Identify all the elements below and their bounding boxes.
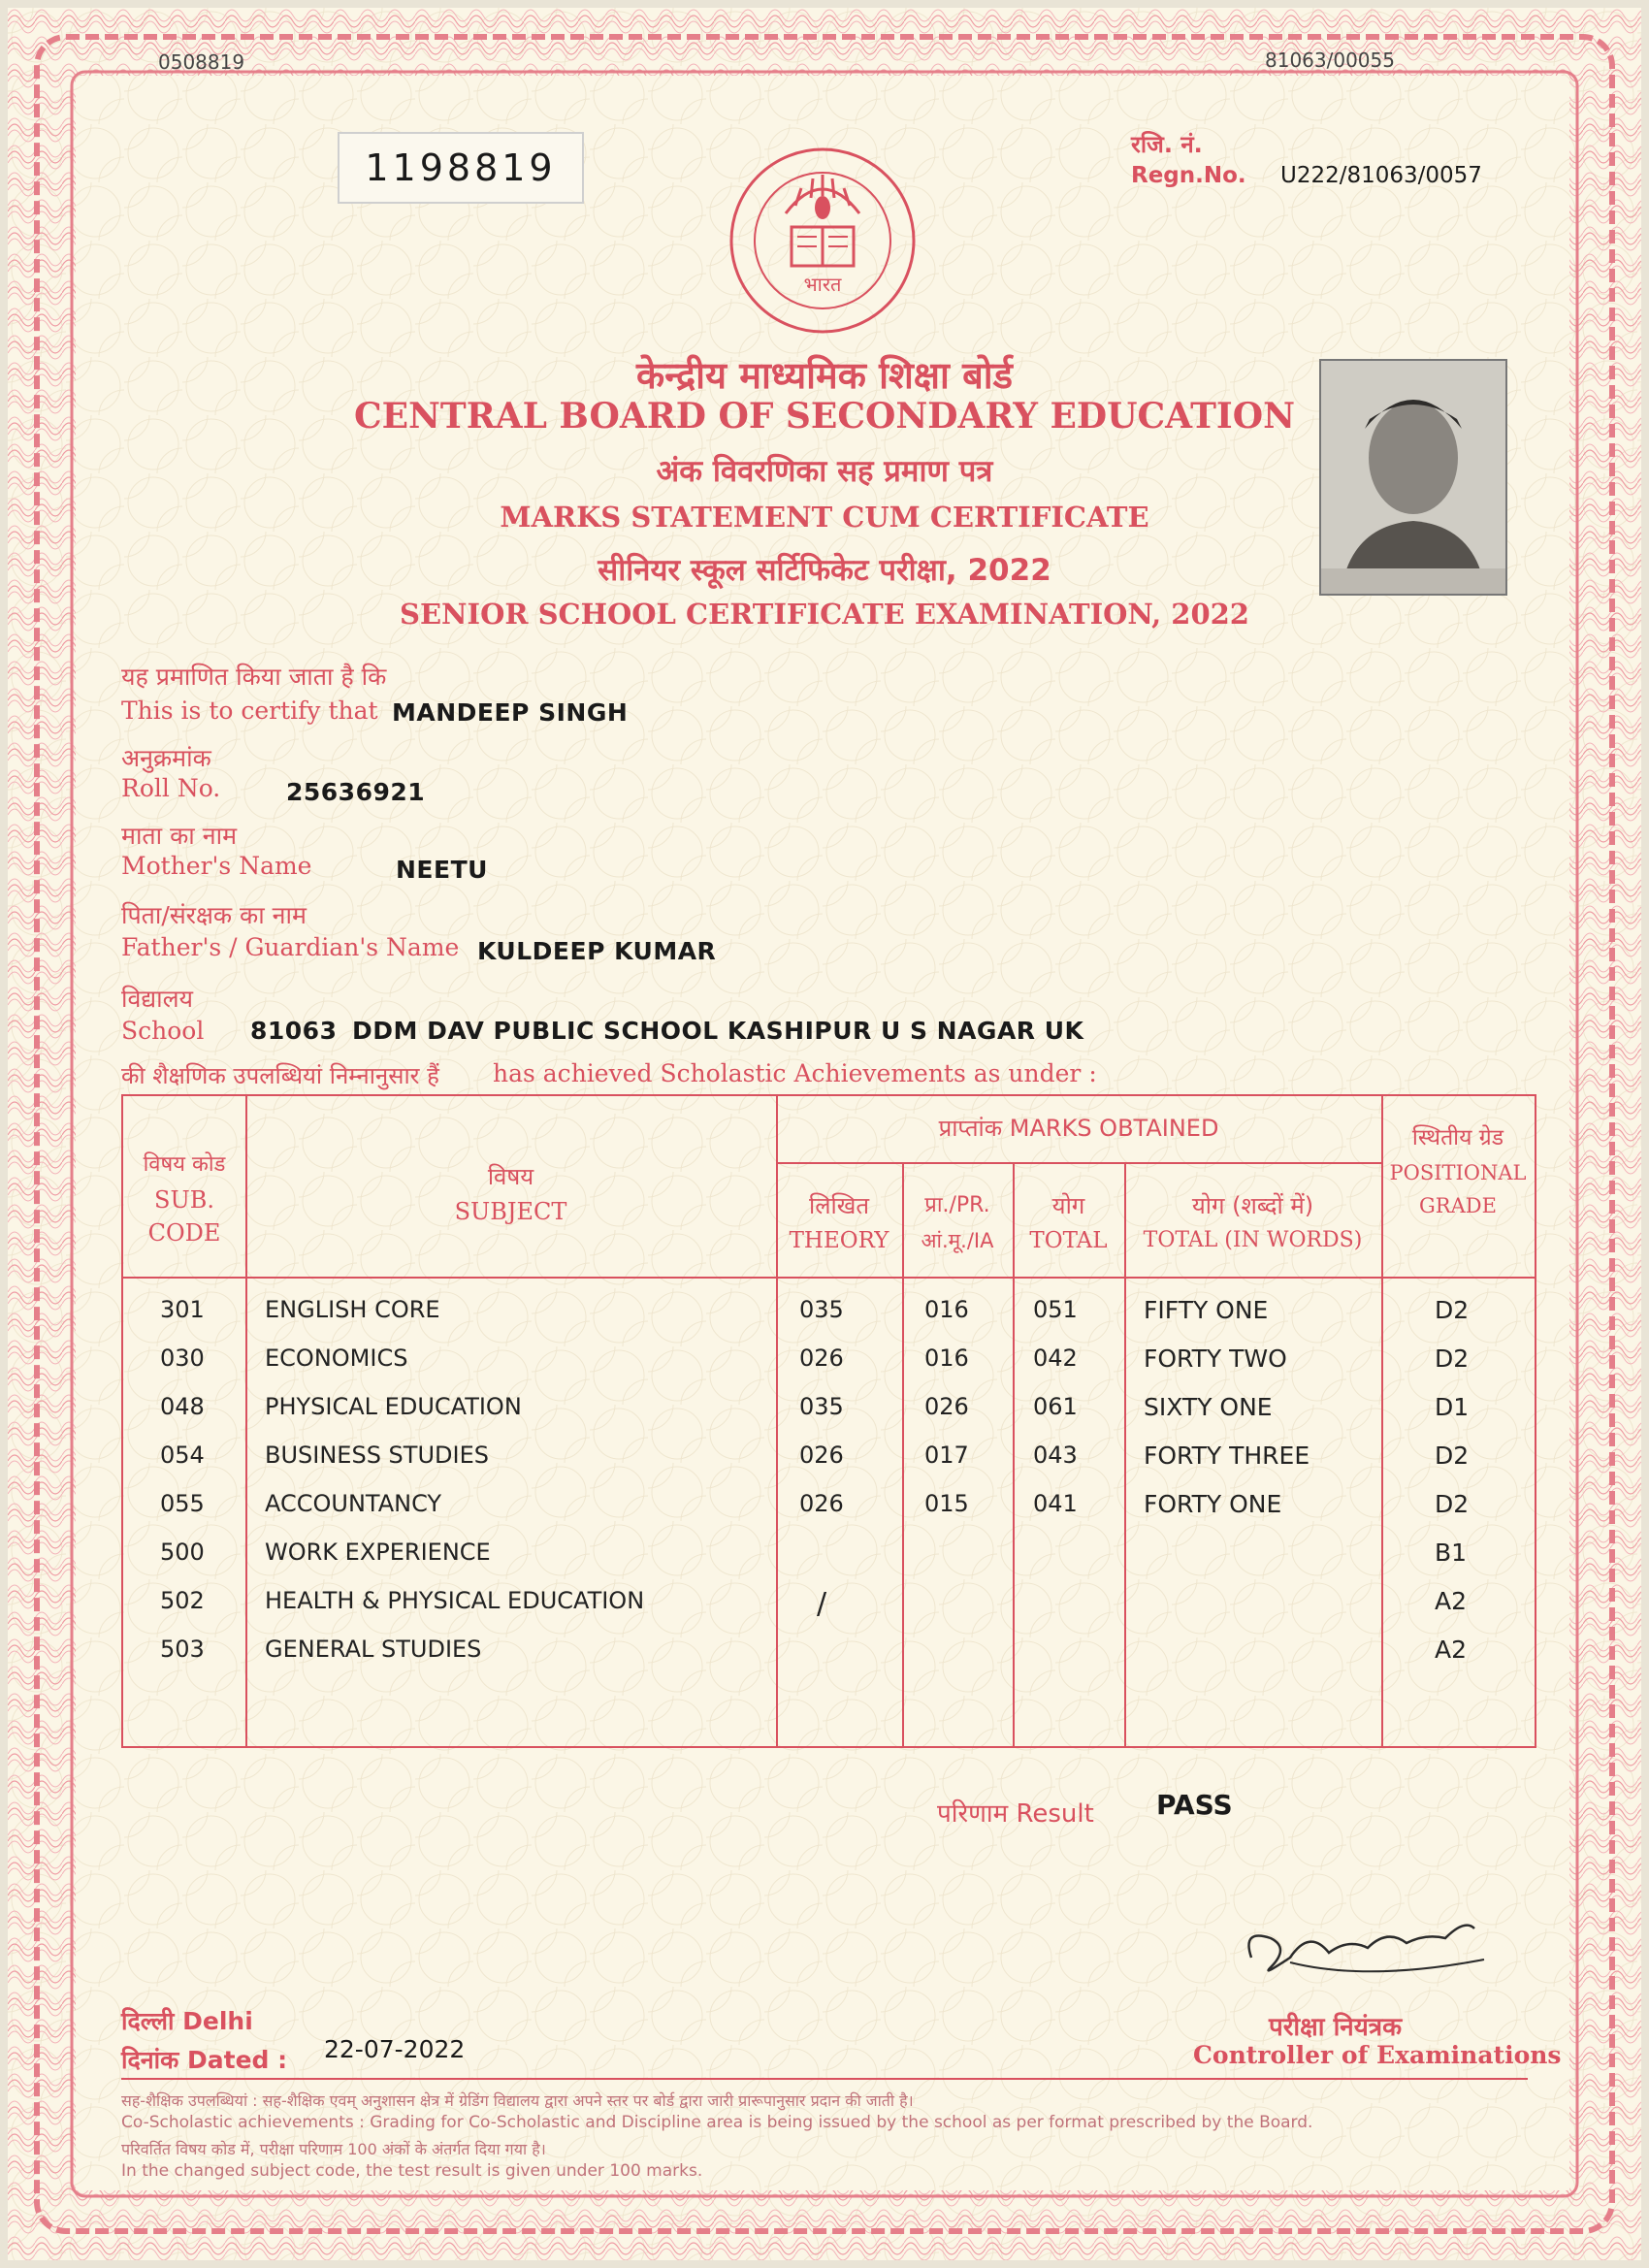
row-total: 042 bbox=[1033, 1345, 1078, 1372]
row-practical: 017 bbox=[924, 1442, 969, 1469]
mother-label-hi: माता का नाम bbox=[121, 822, 238, 850]
serial-left: 0508819 bbox=[158, 50, 245, 74]
row-subject: ENGLISH CORE bbox=[265, 1296, 440, 1323]
exam-title-hi: सीनियर स्कूल सर्टिफिकेट परीक्षा, 2022 bbox=[598, 553, 1051, 588]
row-total: 041 bbox=[1033, 1490, 1078, 1517]
result-label: परिणाम Result bbox=[937, 1799, 1094, 1829]
row-code: 055 bbox=[160, 1490, 205, 1517]
father-label: Father's / Guardian's Name bbox=[121, 933, 460, 961]
regn-number: U222/81063/0057 bbox=[1280, 163, 1482, 188]
board-seal-icon bbox=[728, 146, 918, 336]
row-total: 061 bbox=[1033, 1393, 1078, 1420]
row-code: 054 bbox=[160, 1442, 205, 1469]
total-words-header-hi: योग (शब्दों में) bbox=[1191, 1192, 1314, 1219]
seal-text: भारत bbox=[803, 273, 842, 296]
marks-obtained-header: प्राप्तांक MARKS OBTAINED bbox=[938, 1115, 1219, 1142]
subject-header: SUBJECT bbox=[454, 1198, 567, 1225]
row-grade: D2 bbox=[1435, 1345, 1470, 1373]
footer-divider bbox=[121, 2078, 1528, 2080]
student-name: MANDEEP SINGH bbox=[392, 698, 629, 727]
row-total: 043 bbox=[1033, 1442, 1078, 1469]
father-name: KULDEEP KUMAR bbox=[477, 937, 717, 965]
row-subject: BUSINESS STUDIES bbox=[265, 1442, 489, 1469]
total-header-hi: योग bbox=[1051, 1192, 1085, 1219]
table-row bbox=[123, 1393, 1535, 1432]
row-code: 030 bbox=[160, 1345, 205, 1372]
code-header-hi: विषय कोड bbox=[143, 1152, 226, 1177]
school-name: DDM DAV PUBLIC SCHOOL KASHIPUR U S NAGAR UK bbox=[352, 1017, 1084, 1045]
footnote-changed-code-hi: परिवर्तित विषय कोड में, परीक्षा परिणाम 100 अंकों के अंतर्गत दिया गया है। bbox=[121, 2140, 546, 2158]
subject-header-hi: विषय bbox=[487, 1163, 534, 1190]
table-row bbox=[123, 1442, 1535, 1480]
table-row bbox=[123, 1490, 1535, 1529]
controller-signature bbox=[1232, 1899, 1504, 1987]
regn-label: Regn.No. bbox=[1131, 163, 1246, 188]
student-photo bbox=[1319, 359, 1507, 596]
row-total-words: FIFTY ONE bbox=[1144, 1296, 1269, 1324]
row-practical: 016 bbox=[924, 1296, 969, 1323]
row-practical: 026 bbox=[924, 1393, 969, 1420]
exam-title: SENIOR SCHOOL CERTIFICATE EXAMINATION, 2022 bbox=[400, 598, 1249, 631]
row-subject: ECONOMICS bbox=[265, 1345, 408, 1372]
table-row bbox=[123, 1539, 1535, 1577]
footnote-co-scholastic-hi: सह-शैक्षिक उपलब्धियां : सह-शैक्षिक एवम् अनुशासन क्षेत्र में ग्रेडिंग विद्यालय द्वारा अपने स्तर पर बोर्ड द्वारा जारी प्रारूपानुसार प्रदान की जाती है। bbox=[121, 2091, 914, 2110]
row-theory: / bbox=[817, 1587, 827, 1621]
row-code: 301 bbox=[160, 1296, 205, 1323]
row-code: 503 bbox=[160, 1636, 205, 1663]
row-grade: D2 bbox=[1435, 1490, 1470, 1518]
marks-table bbox=[121, 1094, 1536, 1748]
certify-label-hi: यह प्रमाणित किया जाता है कि bbox=[121, 663, 387, 691]
row-subject: PHYSICAL EDUCATION bbox=[265, 1393, 522, 1420]
row-practical: 015 bbox=[924, 1490, 969, 1517]
board-title-hi: केन्द्रीय माध्यमिक शिक्षा बोर्ड bbox=[636, 354, 1013, 397]
theory-header-hi: लिखित bbox=[808, 1192, 870, 1219]
row-grade: D2 bbox=[1435, 1442, 1470, 1470]
certificate bbox=[8, 8, 1641, 2260]
issue-date: 22-07-2022 bbox=[324, 2035, 466, 2063]
row-total-words: SIXTY ONE bbox=[1144, 1393, 1273, 1421]
row-subject: ACCOUNTANCY bbox=[265, 1490, 442, 1517]
total-header: TOTAL bbox=[1029, 1228, 1108, 1253]
total-words-header: TOTAL (IN WORDS) bbox=[1143, 1228, 1363, 1252]
roll-label-hi: अनुक्रमांक bbox=[121, 744, 211, 772]
code-header-line2: CODE bbox=[147, 1219, 221, 1247]
row-theory: 035 bbox=[799, 1296, 844, 1323]
roll-label: Roll No. bbox=[121, 774, 221, 802]
row-grade: D2 bbox=[1435, 1296, 1470, 1324]
row-total-words: FORTY THREE bbox=[1144, 1442, 1310, 1470]
table-row bbox=[123, 1587, 1535, 1626]
practical-header: प्रा./PR. bbox=[924, 1193, 990, 1217]
row-practical: 016 bbox=[924, 1345, 969, 1372]
certificate-number-box bbox=[338, 132, 584, 204]
row-grade: A2 bbox=[1435, 1587, 1468, 1615]
board-title: CENTRAL BOARD OF SECONDARY EDUCATION bbox=[353, 396, 1296, 437]
regn-label-hi: रजि. नं. bbox=[1131, 131, 1203, 158]
code-header-line1: SUB. bbox=[154, 1186, 214, 1214]
row-total-words: FORTY TWO bbox=[1144, 1345, 1287, 1373]
table-row bbox=[123, 1345, 1535, 1383]
footnote-co-scholastic: Co-Scholastic achievements : Grading for Co-Scholastic and Discipline area is being issued by the school as per format prescribed by the Board. bbox=[121, 2113, 1313, 2132]
table-row bbox=[123, 1296, 1535, 1335]
grade-header-line1: POSITIONAL bbox=[1389, 1161, 1527, 1184]
school-code: 81063 bbox=[250, 1017, 338, 1045]
grade-header-hi: स्थितीय ग्रेड bbox=[1411, 1125, 1504, 1150]
dated-label: दिनांक Dated : bbox=[121, 2046, 288, 2074]
serial-right: 81063/00055 bbox=[1265, 49, 1395, 72]
row-theory: 035 bbox=[799, 1393, 844, 1420]
row-code: 048 bbox=[160, 1393, 205, 1420]
certify-label: This is to certify that bbox=[121, 697, 378, 725]
roll-number: 25636921 bbox=[286, 778, 426, 806]
row-grade: D1 bbox=[1435, 1393, 1470, 1421]
row-subject: GENERAL STUDIES bbox=[265, 1636, 482, 1663]
table-row bbox=[123, 1636, 1535, 1674]
place-label: दिल्ली Delhi bbox=[121, 2007, 253, 2035]
achieved-label: has achieved Scholastic Achievements as under : bbox=[493, 1059, 1097, 1087]
footnote-changed-code: In the changed subject code, the test result is given under 100 marks. bbox=[121, 2161, 703, 2181]
school-label: School bbox=[121, 1017, 205, 1045]
mother-name: NEETU bbox=[396, 856, 488, 884]
row-theory: 026 bbox=[799, 1345, 844, 1372]
row-code: 500 bbox=[160, 1539, 205, 1566]
mother-label: Mother's Name bbox=[121, 852, 312, 880]
document-title-hi: अंक विवरणिका सह प्रमाण पत्र bbox=[656, 454, 993, 489]
row-theory: 026 bbox=[799, 1490, 844, 1517]
ia-header: आं.मू./IA bbox=[921, 1229, 994, 1252]
row-total-words: FORTY ONE bbox=[1144, 1490, 1282, 1518]
achieved-label-hi: की शैक्षणिक उपलब्धियां निम्नानुसार हैं bbox=[121, 1062, 439, 1089]
father-label-hi: पिता/संरक्षक का नाम bbox=[121, 901, 307, 929]
row-theory: 026 bbox=[799, 1442, 844, 1469]
row-grade: B1 bbox=[1435, 1539, 1468, 1567]
row-subject: WORK EXPERIENCE bbox=[265, 1539, 491, 1566]
row-total: 051 bbox=[1033, 1296, 1078, 1323]
row-code: 502 bbox=[160, 1587, 205, 1614]
row-subject: HEALTH & PHYSICAL EDUCATION bbox=[265, 1587, 645, 1614]
controller-title-hi: परीक्षा नियंत्रक bbox=[1269, 2013, 1403, 2042]
theory-header: THEORY bbox=[789, 1228, 889, 1253]
row-grade: A2 bbox=[1435, 1636, 1468, 1664]
school-label-hi: विद्यालय bbox=[121, 985, 194, 1013]
controller-title: Controller of Examinations bbox=[1193, 2041, 1562, 2069]
grade-header-line2: GRADE bbox=[1419, 1194, 1497, 1217]
document-title: MARKS STATEMENT CUM CERTIFICATE bbox=[500, 501, 1149, 534]
certificate-number: 1198819 bbox=[365, 146, 557, 189]
result-value: PASS bbox=[1156, 1789, 1233, 1821]
